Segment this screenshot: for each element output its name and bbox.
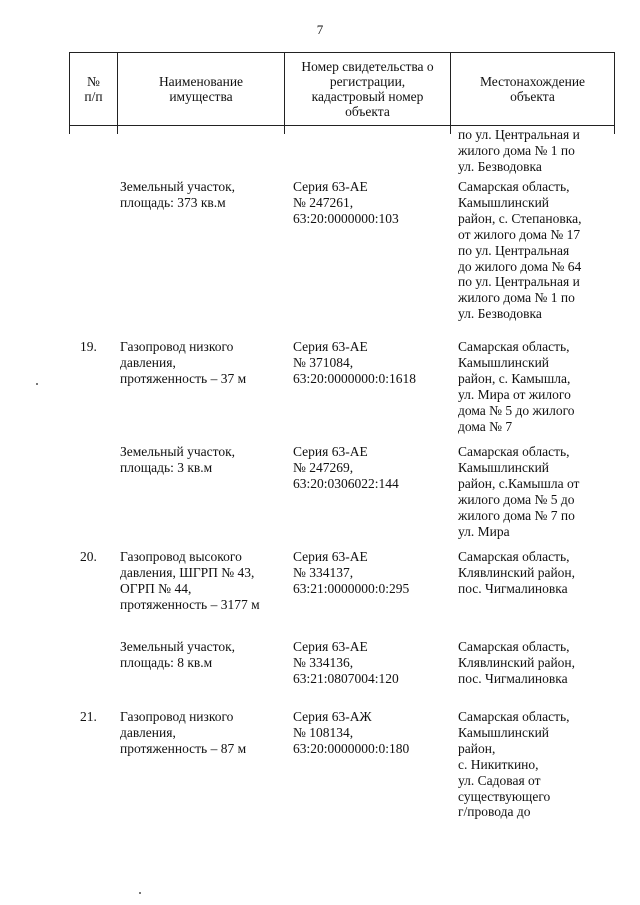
header-registration-number: Номер свидетельства о регистрации, кадастровый номер объекта <box>285 52 451 126</box>
table-row-location: Самарская область, Клявлинский район, пос. Чигмалиновка <box>458 549 576 596</box>
table-row-location: Самарская область, Камышлинский район, с.Камышла от жилого дома № 5 до жилого дома № 7 по ул. Мира <box>458 444 580 539</box>
table-row-location: Самарская область, Камышлинский район, с. Степановка, от жилого дома № 17 по ул. Центральная до жилого дома № 64 по ул. Центральная и жилого дома № 1 по ул. Безводовка <box>458 179 582 322</box>
table-divider <box>450 126 451 134</box>
table-row-location: Самарская область, Камышлинский район, с. Никиткино, ул. Садовая от существующего г/провода до <box>458 709 570 820</box>
table-row-location: Самарская область, Камышлинский район, с. Камышла, ул. Мира от жилого дома № 5 до жилого дома № 7 <box>458 339 575 434</box>
table-row-name: Газопровод высокого давления, ШГРП № 43, ОГРП № 44, протяженность – 3177 м <box>120 549 260 612</box>
page-number: 7 <box>316 22 324 37</box>
continuation-location: по ул. Центральная и жилого дома № 1 по ул. Безводовка <box>458 127 580 174</box>
table-divider <box>69 126 70 134</box>
table-row-name: Газопровод низкого давления, протяженность – 87 м <box>120 709 247 756</box>
table-divider <box>614 126 615 134</box>
table-row-location: Самарская область, Клявлинский район, пос. Чигмалиновка <box>458 639 576 686</box>
table-divider <box>117 126 118 134</box>
header-location: Местонахождение объекта <box>451 52 615 126</box>
table-row-registration: Серия 63-АЕ № 247261, 63:20:0000000:103 <box>293 179 399 226</box>
scan-speck <box>139 892 141 894</box>
table-row-number: 20. <box>80 549 97 564</box>
table-row-name: Земельный участок, площадь: 373 кв.м <box>120 179 236 210</box>
table-row-name: Газопровод низкого давления, протяженность – 37 м <box>120 339 247 386</box>
table-row-registration: Серия 63-АЖ № 108134, 63:20:0000000:0:180 <box>293 709 410 756</box>
table-row-registration: Серия 63-АЕ № 334137, 63:21:0000000:0:295 <box>293 549 410 596</box>
header-number: № п/п <box>69 52 118 126</box>
table-row-number: 21. <box>80 709 97 724</box>
table-row-name: Земельный участок, площадь: 8 кв.м <box>120 639 236 670</box>
table-row-name: Земельный участок, площадь: 3 кв.м <box>120 444 236 475</box>
header-property-name: Наименование имущества <box>118 52 285 126</box>
table-divider <box>284 126 285 134</box>
table-row-registration: Серия 63-АЕ № 371084, 63:20:0000000:0:1618 <box>293 339 417 386</box>
table-row-registration: Серия 63-АЕ № 247269, 63:20:0306022:144 <box>293 444 399 491</box>
table-row-registration: Серия 63-АЕ № 334136, 63:21:0807004:120 <box>293 639 399 686</box>
table-row-number: 19. <box>80 339 97 354</box>
scan-speck <box>36 383 38 385</box>
